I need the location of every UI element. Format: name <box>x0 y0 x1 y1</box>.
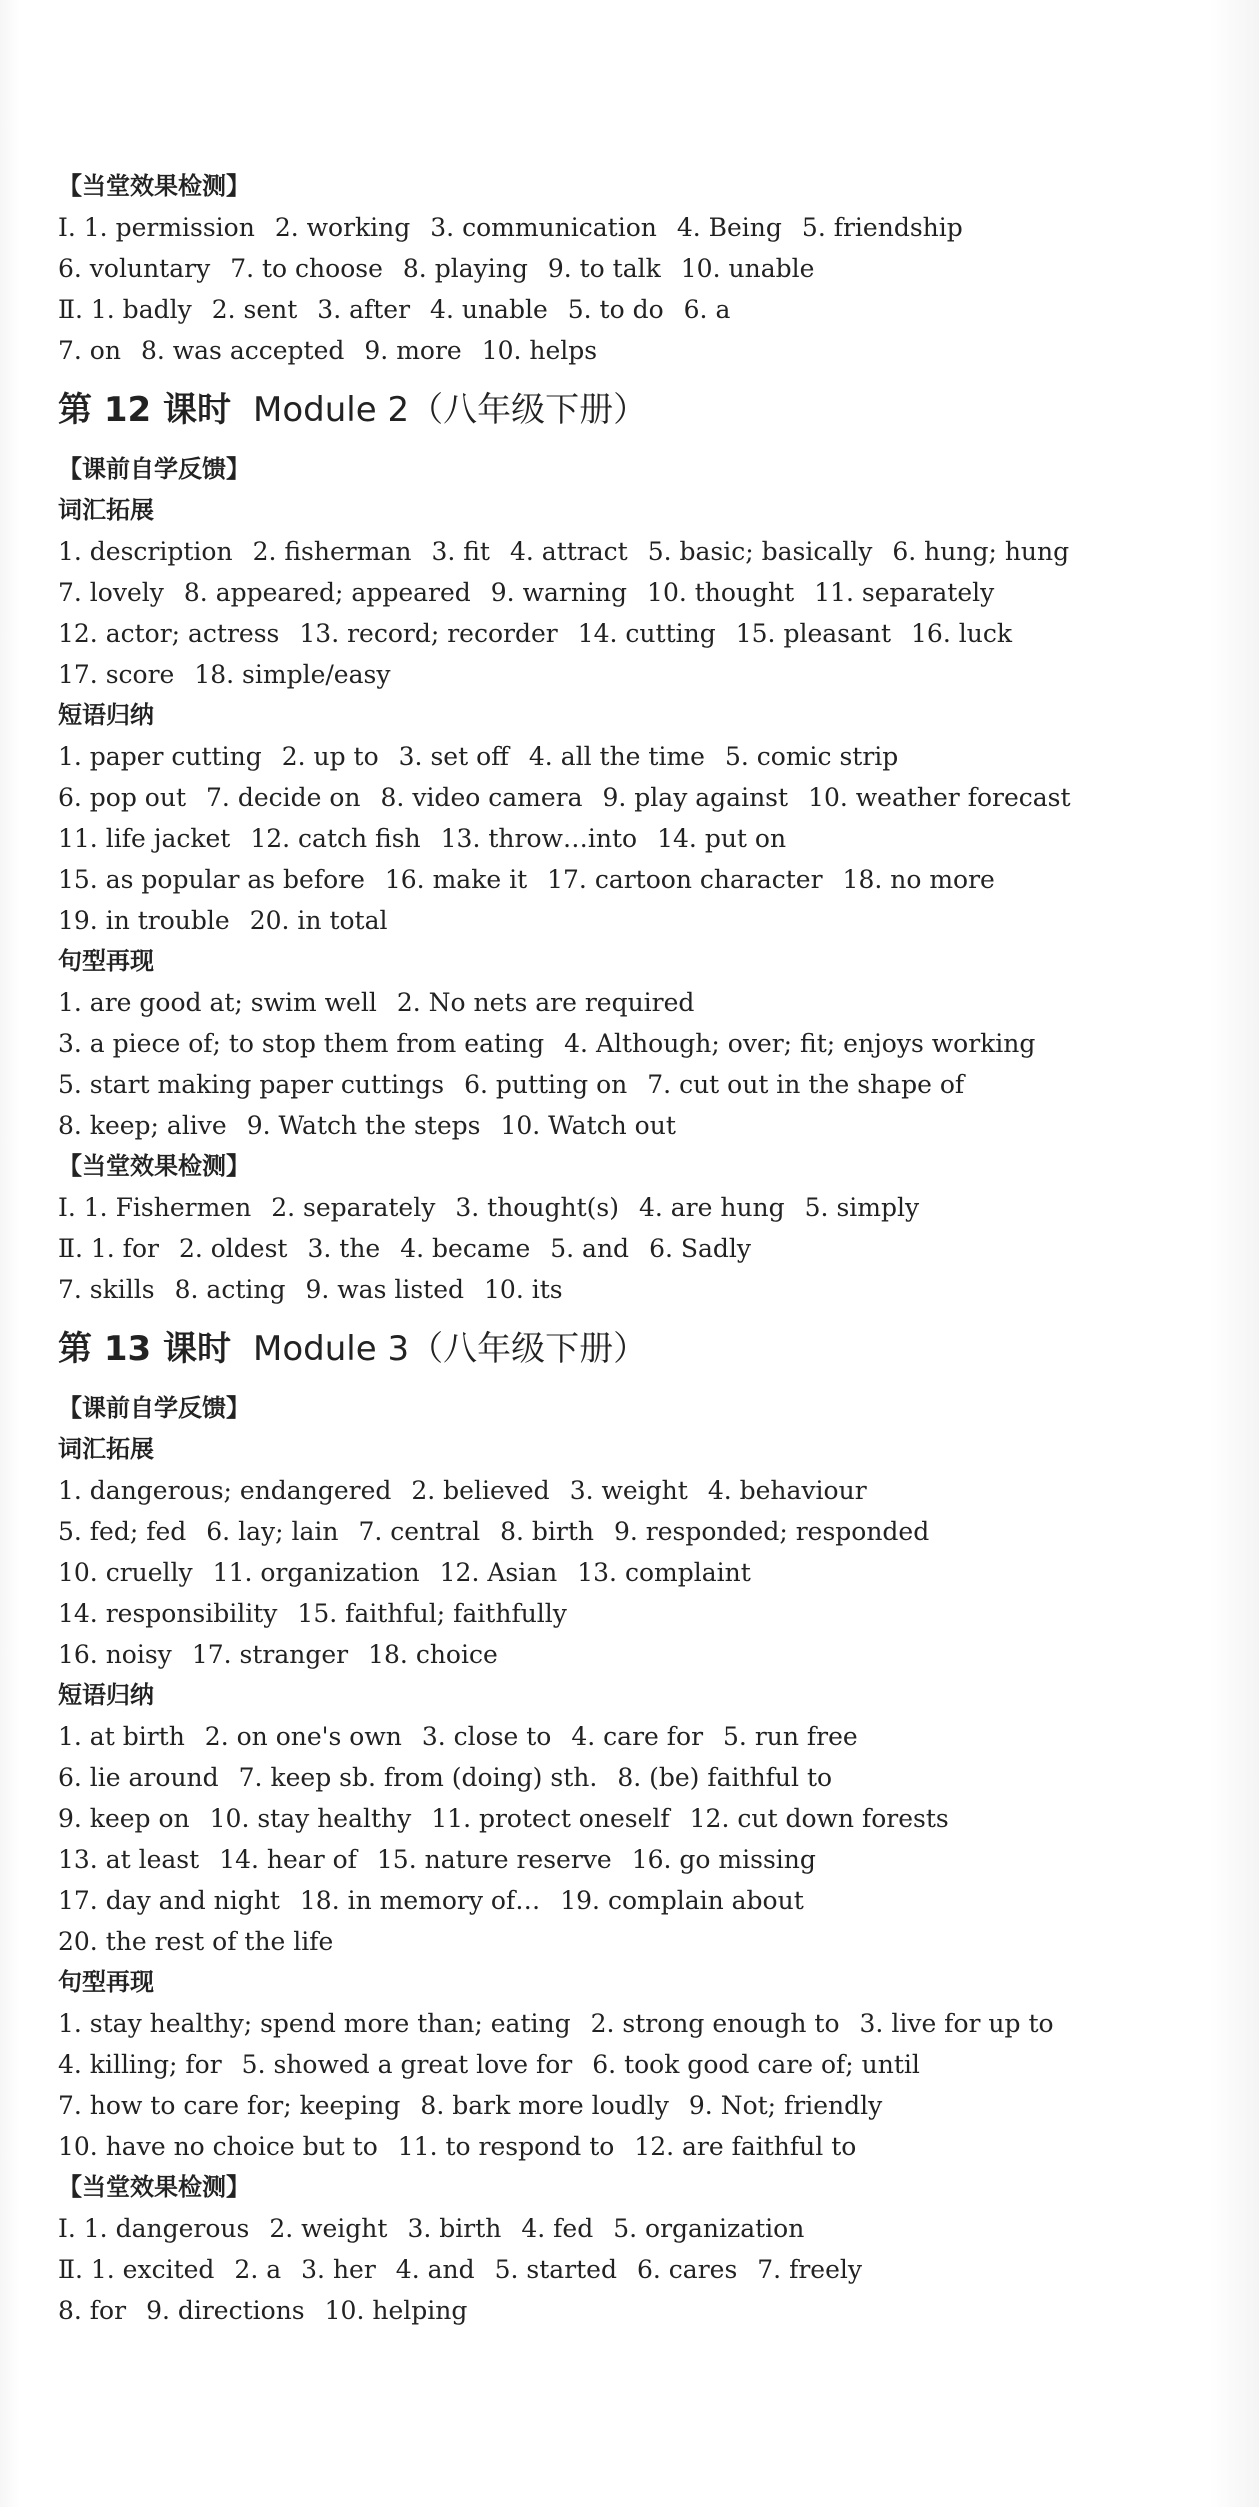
answer-item: 18. no more <box>842 865 995 894</box>
answer-item: 10. weather forecast <box>808 783 1071 812</box>
answer-item: 4. unable <box>430 295 548 324</box>
answer-line <box>58 2085 1208 2126</box>
answer-item: 6. Sadly <box>649 1234 752 1263</box>
answer-item: 11. life jacket <box>58 824 231 853</box>
answer-item: 1. are good at; swim well <box>58 988 377 1017</box>
answer-item: 1. at birth <box>58 1722 185 1751</box>
answer-item: 4. all the time <box>528 742 705 771</box>
answer-item: 9. warning <box>490 578 628 607</box>
answer-item: 8. for <box>58 2296 127 2325</box>
answer-item: 17. day and night <box>58 1886 280 1915</box>
answer-line <box>58 613 1208 654</box>
answer-item: 16. make it <box>384 865 528 894</box>
answer-item: 5. simply <box>804 1193 920 1222</box>
answer-item: 5. and <box>550 1234 630 1263</box>
answer-item: Ⅱ. 1. for <box>58 1234 159 1263</box>
answer-item: 10. helps <box>481 336 598 365</box>
answer-item: 3. the <box>307 1234 381 1263</box>
answer-item: 14. responsibility <box>58 1599 278 1628</box>
answer-item: 3. close to <box>421 1722 552 1751</box>
answer-line <box>58 2208 1208 2249</box>
answer-item: 3. communication <box>430 213 657 242</box>
answer-line <box>58 818 1208 859</box>
answer-item: 6. lay; lain <box>206 1517 339 1546</box>
answer-line <box>58 1511 1208 1552</box>
answer-item: 2. a <box>234 2255 282 2284</box>
answer-item: 8. (be) faithful to <box>617 1763 833 1792</box>
lesson-title <box>58 377 1208 443</box>
answer-line <box>58 1757 1208 1798</box>
section-bracket-heading: 【课前自学反馈】 <box>58 1394 250 1422</box>
answer-item: 4. care for <box>571 1722 704 1751</box>
answer-item: 8. birth <box>500 1517 594 1546</box>
answer-line <box>58 2249 1208 2290</box>
answer-line <box>58 1880 1208 1921</box>
answer-line <box>58 1634 1208 1675</box>
answer-item: 8. acting <box>174 1275 286 1304</box>
answer-item: 7. cut out in the shape of <box>647 1070 965 1099</box>
answer-item: 8. video camera <box>380 783 583 812</box>
answer-item: 10. thought <box>647 578 795 607</box>
lesson-number: 第 13 课时 <box>58 1329 231 1369</box>
answer-item: 7. to choose <box>230 254 383 283</box>
answer-item: 10. cruelly <box>58 1558 193 1587</box>
answer-item: 13. complaint <box>577 1558 751 1587</box>
answer-item: 8. appeared; appeared <box>183 578 471 607</box>
answer-item: 14. cutting <box>577 619 716 648</box>
answer-line <box>58 654 1208 695</box>
answer-item: 10. helping <box>324 2296 468 2325</box>
answer-line <box>58 1023 1208 1064</box>
answer-item: 7. skills <box>58 1275 155 1304</box>
answer-item: 6. pop out <box>58 783 187 812</box>
answer-item: 10. unable <box>680 254 815 283</box>
answer-item: 7. central <box>358 1517 481 1546</box>
answer-item: 7. keep sb. from (doing) sth. <box>238 1763 598 1792</box>
answer-item: 12. are faithful to <box>634 2132 857 2161</box>
answer-item: 15. nature reserve <box>376 1845 612 1874</box>
answer-line <box>58 900 1208 941</box>
lesson-section <box>58 377 1208 1310</box>
answer-line <box>58 207 1208 248</box>
answer-item: 9. more <box>364 336 462 365</box>
answer-item: 5. to do <box>567 295 664 324</box>
answer-line <box>58 2126 1208 2167</box>
subsection-heading: 词汇拓展 <box>58 1435 154 1463</box>
answer-line <box>58 1552 1208 1593</box>
answer-item: 6. hung; hung <box>892 537 1070 566</box>
answer-line <box>58 736 1208 777</box>
lesson-module: Module 3（八年级下册） <box>253 1329 648 1369</box>
answer-item: 3. live for up to <box>859 2009 1054 2038</box>
answer-line <box>58 1470 1208 1511</box>
answer-item: 10. stay healthy <box>209 1804 412 1833</box>
answer-item: 2. weight <box>269 2214 388 2243</box>
answer-item: 10. have no choice but to <box>58 2132 378 2161</box>
subsection-heading: 短语归纳 <box>58 701 154 729</box>
answer-item: 4. fed <box>521 2214 594 2243</box>
answer-item: 11. organization <box>212 1558 420 1587</box>
answer-item: 5. comic strip <box>724 742 899 771</box>
answer-item: 20. the rest of the life <box>58 1927 334 1956</box>
answer-item: 2. strong enough to <box>590 2009 840 2038</box>
answer-item: 20. in total <box>249 906 388 935</box>
answer-item: 6. lie around <box>58 1763 219 1792</box>
subsection-heading: 短语归纳 <box>58 1681 154 1709</box>
answer-item: 12. Asian <box>439 1558 558 1587</box>
answer-line <box>58 289 1208 330</box>
answer-item: 5. organization <box>613 2214 805 2243</box>
answer-item: 4. attract <box>509 537 628 566</box>
answer-key-content <box>58 166 1208 2331</box>
answer-item: 2. believed <box>411 1476 550 1505</box>
answer-item: 6. cares <box>637 2255 738 2284</box>
answer-item: 5. showed a great love for <box>241 2050 573 2079</box>
answer-item: 1. paper cutting <box>58 742 262 771</box>
answer-item: 9. Watch the steps <box>246 1111 481 1140</box>
answer-item: 1. stay healthy; spend more than; eating <box>58 2009 571 2038</box>
answer-item: 3. set off <box>398 742 509 771</box>
lesson-number: 第 12 课时 <box>58 390 231 430</box>
answer-line <box>58 859 1208 900</box>
answer-item: 2. sent <box>211 295 298 324</box>
answer-line <box>58 1921 1208 1962</box>
answer-item: 11. to respond to <box>397 2132 615 2161</box>
answer-item: 9. directions <box>146 2296 305 2325</box>
answer-item: 6. putting on <box>464 1070 628 1099</box>
answer-item: 14. hear of <box>219 1845 357 1874</box>
answer-item: 12. actor; actress <box>58 619 280 648</box>
lesson-title <box>58 1316 1208 1382</box>
answer-item: 12. cut down forests <box>689 1804 949 1833</box>
answer-item: 9. play against <box>602 783 789 812</box>
answer-item: 18. simple/easy <box>194 660 391 689</box>
answer-line <box>58 572 1208 613</box>
answer-block <box>58 166 1208 371</box>
answer-item: 13. throw…into <box>440 824 638 853</box>
answer-item: 5. start making paper cuttings <box>58 1070 445 1099</box>
answer-item: 5. fed; fed <box>58 1517 187 1546</box>
answer-item: 13. at least <box>58 1845 200 1874</box>
answer-item: 7. freely <box>757 2255 862 2284</box>
answer-item: 14. put on <box>657 824 787 853</box>
answer-item: 2. up to <box>281 742 379 771</box>
answer-item: 9. to talk <box>547 254 661 283</box>
answer-item: 6. a <box>683 295 731 324</box>
answer-item: 5. run free <box>723 1722 858 1751</box>
answer-item: 10. its <box>484 1275 563 1304</box>
answer-item: Ⅰ. 1. dangerous <box>58 2214 250 2243</box>
answer-item: 7. how to care for; keeping <box>58 2091 401 2120</box>
answer-item: 3. weight <box>569 1476 688 1505</box>
answer-item: 8. bark more loudly <box>420 2091 669 2120</box>
answer-line <box>58 1269 1208 1310</box>
answer-item: Ⅱ. 1. badly <box>58 295 192 324</box>
answer-item: 2. oldest <box>178 1234 288 1263</box>
answer-item: 8. playing <box>402 254 528 283</box>
answer-item: 5. friendship <box>801 213 963 242</box>
answer-item: 19. in trouble <box>58 906 230 935</box>
answer-item: 2. working <box>274 213 411 242</box>
answer-line <box>58 2290 1208 2331</box>
answer-line <box>58 1187 1208 1228</box>
answer-line <box>58 777 1208 818</box>
answer-item: 7. decide on <box>206 783 361 812</box>
answer-item: 19. complain about <box>560 1886 804 1915</box>
answer-item: 9. Not; friendly <box>688 2091 883 2120</box>
answer-item: 2. on one's own <box>204 1722 402 1751</box>
answer-item: 4. behaviour <box>707 1476 867 1505</box>
answer-line <box>58 531 1208 572</box>
answer-item: 9. was listed <box>305 1275 465 1304</box>
subsection-heading: 句型再现 <box>58 947 154 975</box>
answer-item: 8. was accepted <box>140 336 345 365</box>
answer-item: 3. after <box>317 295 411 324</box>
answer-item: 7. on <box>58 336 121 365</box>
answer-item: 3. birth <box>407 2214 502 2243</box>
answer-line <box>58 1798 1208 1839</box>
answer-line <box>58 1228 1208 1269</box>
lesson-section <box>58 1316 1208 2331</box>
subsection-heading: 句型再现 <box>58 1968 154 1996</box>
section-bracket-heading: 【当堂效果检测】 <box>58 2173 250 2201</box>
answer-item: 17. cartoon character <box>547 865 823 894</box>
answer-item: Ⅱ. 1. excited <box>58 2255 215 2284</box>
answer-item: 3. a piece of; to stop them from eating <box>58 1029 545 1058</box>
answer-item: 9. keep on <box>58 1804 190 1833</box>
answer-item: 11. protect oneself <box>431 1804 670 1833</box>
section-bracket-heading: 【当堂效果检测】 <box>58 172 250 200</box>
answer-item: 4. Although; over; fit; enjoys working <box>564 1029 1036 1058</box>
answer-line <box>58 248 1208 289</box>
answer-item: 17. stranger <box>191 1640 349 1669</box>
section-bracket-heading: 【当堂效果检测】 <box>58 1152 250 1180</box>
answer-item: Ⅰ. 1. Fishermen <box>58 1193 252 1222</box>
answer-line <box>58 2003 1208 2044</box>
answer-item: 6. took good care of; until <box>592 2050 920 2079</box>
answer-item: 4. Being <box>676 213 782 242</box>
answer-line <box>58 1839 1208 1880</box>
answer-line <box>58 1593 1208 1634</box>
answer-item: Ⅰ. 1. permission <box>58 213 255 242</box>
answer-item: 15. as popular as before <box>58 865 365 894</box>
answer-item: 3. fit <box>431 537 490 566</box>
answer-item: 13. record; recorder <box>299 619 558 648</box>
answer-item: 4. and <box>395 2255 475 2284</box>
subsection-heading: 词汇拓展 <box>58 496 154 524</box>
answer-item: 10. Watch out <box>500 1111 676 1140</box>
answer-item: 16. noisy <box>58 1640 172 1669</box>
lesson-module: Module 2（八年级下册） <box>253 390 648 430</box>
answer-item: 5. started <box>494 2255 617 2284</box>
answer-item: 16. luck <box>911 619 1012 648</box>
answer-item: 3. thought(s) <box>455 1193 619 1222</box>
answer-item: 6. voluntary <box>58 254 211 283</box>
answer-line <box>58 982 1208 1023</box>
answer-item: 15. pleasant <box>735 619 892 648</box>
answer-item: 4. are hung <box>638 1193 785 1222</box>
answer-item: 2. separately <box>271 1193 436 1222</box>
answer-item: 15. faithful; faithfully <box>297 1599 567 1628</box>
answer-item: 4. killing; for <box>58 2050 222 2079</box>
answer-item: 12. catch fish <box>250 824 421 853</box>
answer-item: 5. basic; basically <box>647 537 873 566</box>
answer-item: 3. her <box>301 2255 376 2284</box>
answer-line <box>58 2044 1208 2085</box>
answer-line <box>58 1105 1208 1146</box>
answer-item: 2. No nets are required <box>396 988 695 1017</box>
answer-item: 9. responded; responded <box>614 1517 930 1546</box>
answer-item: 16. go missing <box>631 1845 816 1874</box>
answer-item: 4. became <box>400 1234 531 1263</box>
answer-item: 11. separately <box>814 578 995 607</box>
answer-item: 7. lovely <box>58 578 164 607</box>
answer-item: 17. score <box>58 660 175 689</box>
answer-item: 1. dangerous; endangered <box>58 1476 392 1505</box>
answer-line <box>58 1064 1208 1105</box>
answer-item: 8. keep; alive <box>58 1111 227 1140</box>
answer-item: 18. in memory of… <box>299 1886 541 1915</box>
answer-item: 18. choice <box>368 1640 498 1669</box>
answer-line <box>58 330 1208 371</box>
section-bracket-heading: 【课前自学反馈】 <box>58 455 250 483</box>
answer-item: 1. description <box>58 537 233 566</box>
answer-item: 2. fisherman <box>252 537 412 566</box>
answer-line <box>58 1716 1208 1757</box>
